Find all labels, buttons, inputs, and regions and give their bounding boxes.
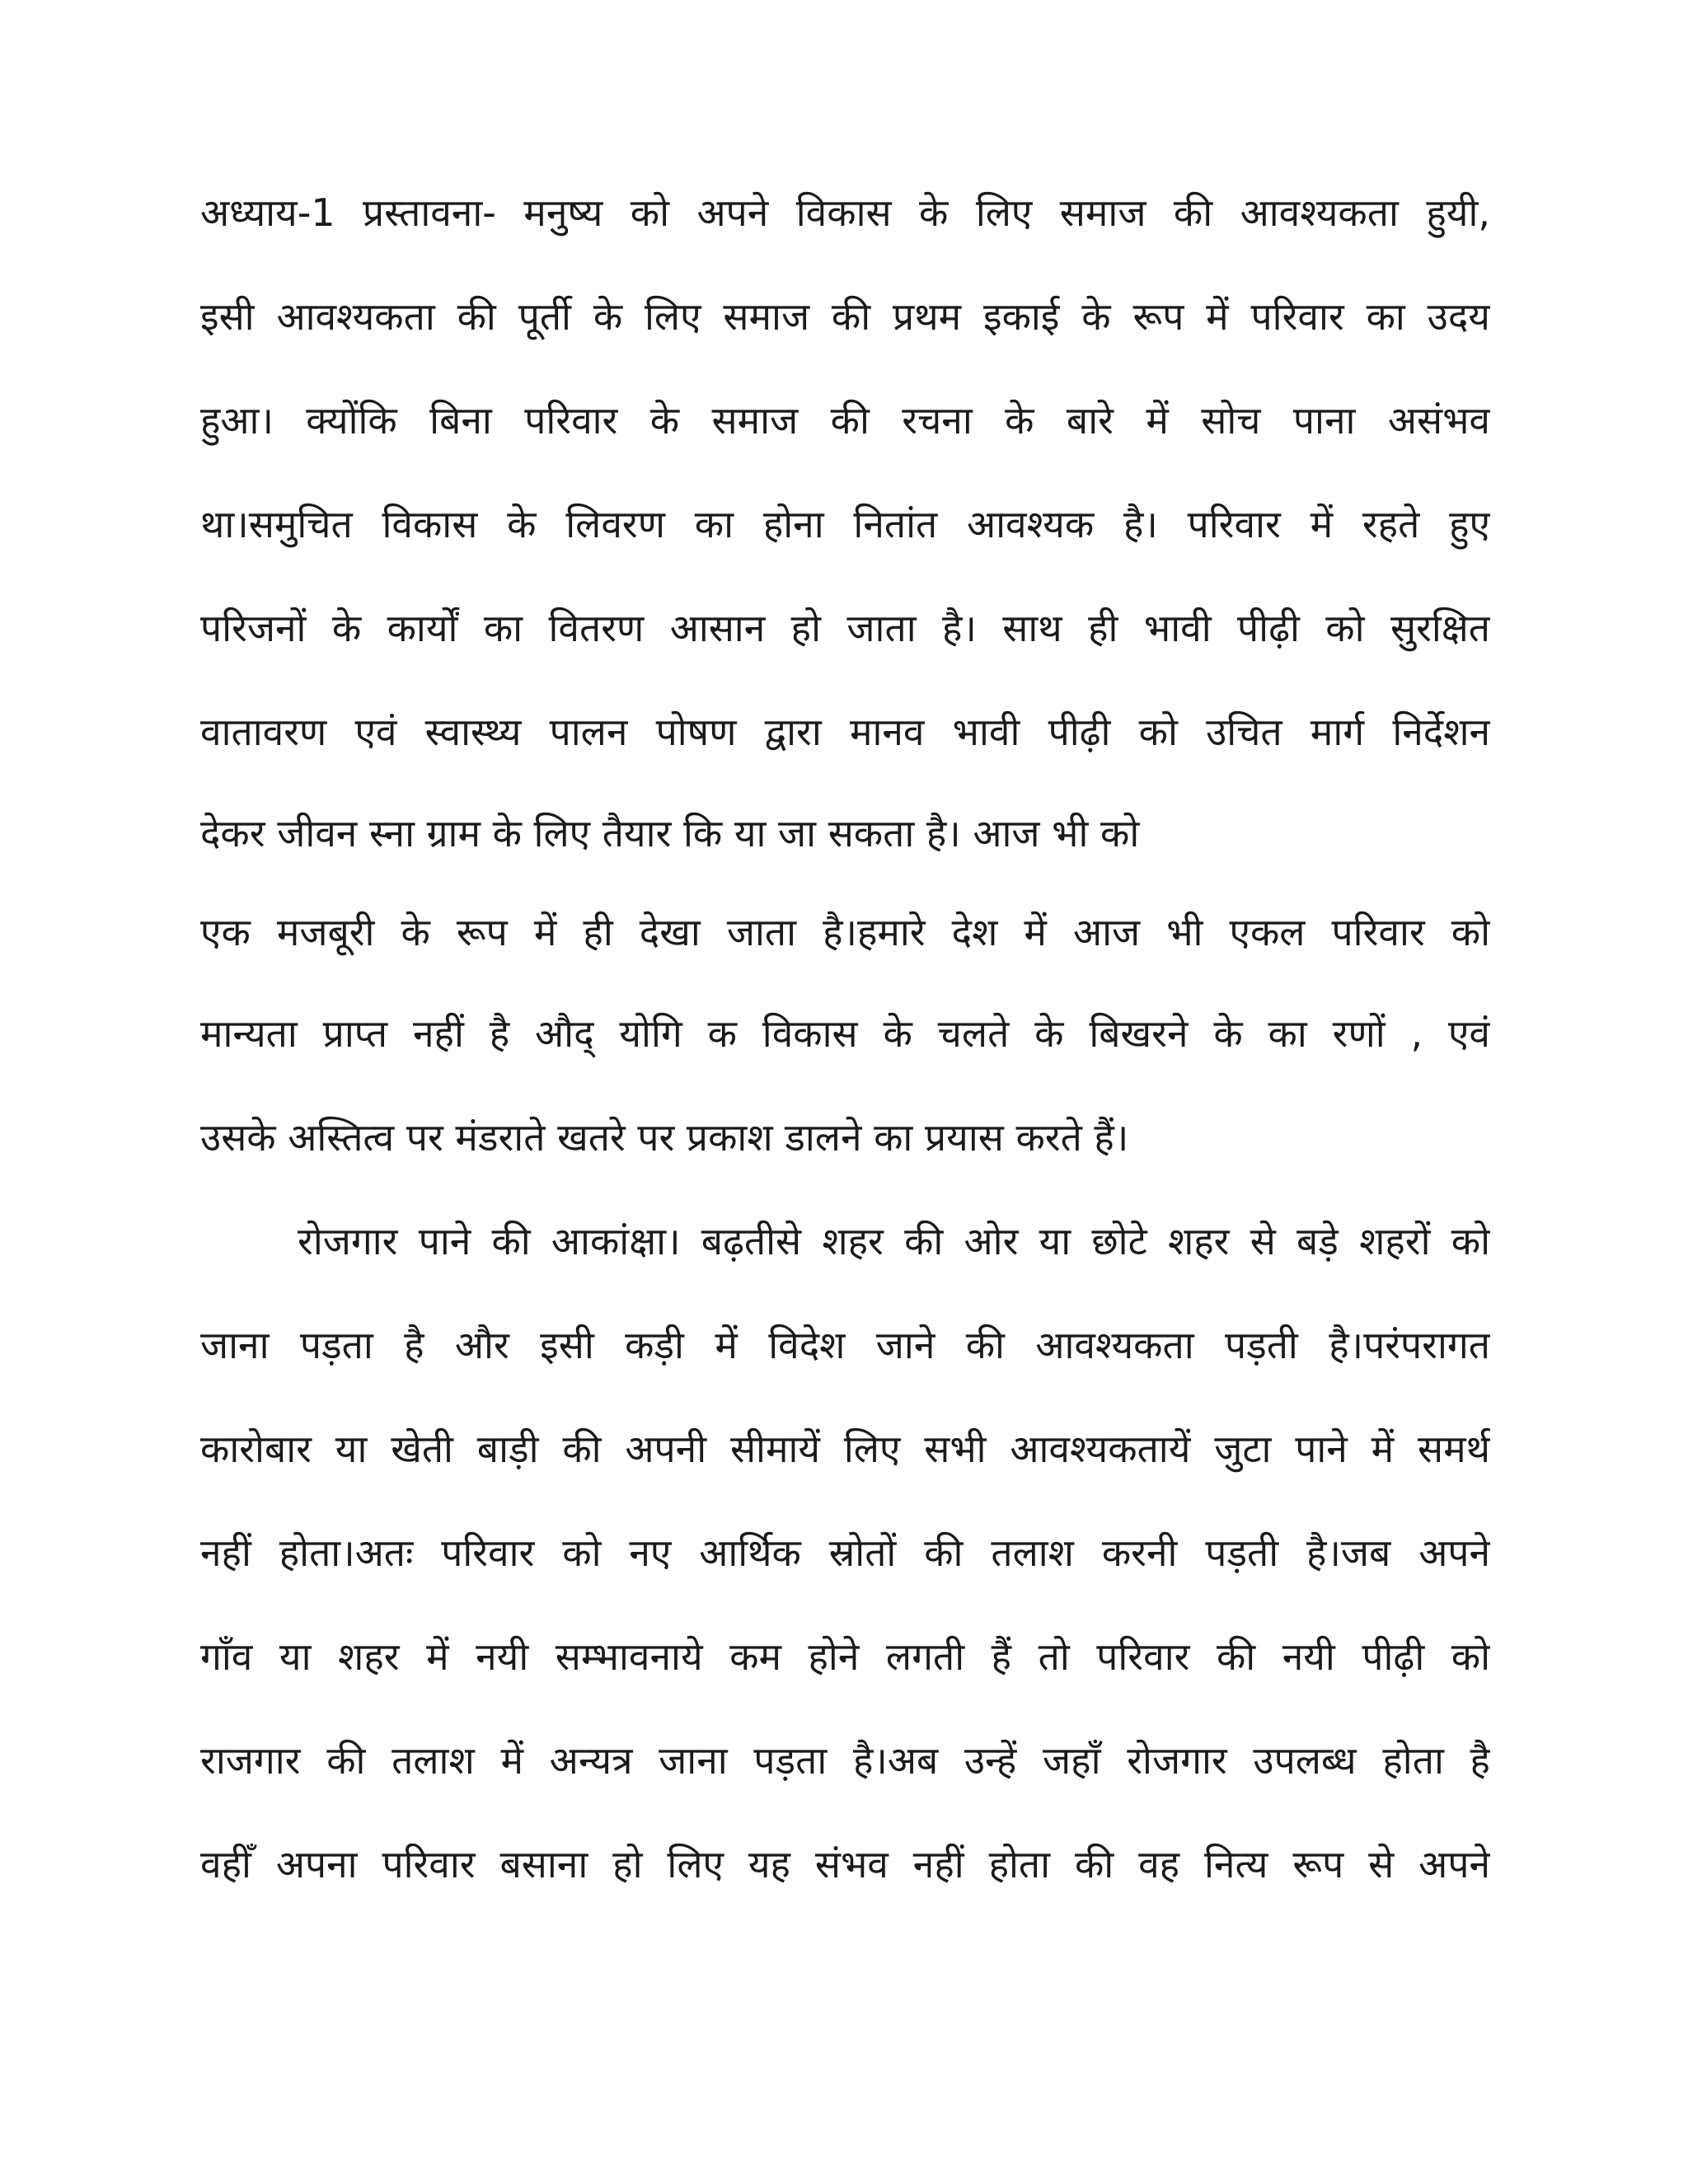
text-line-7: देकर जीवन स्ना ग्राम के लिए तैयार कि या जा सकता है। आज भी को — [200, 811, 1140, 855]
text-line-4: था।समुचित विकास के लिवरण का होना नितांत आवश्यक है। परिवार में रहते हुए — [200, 502, 1490, 546]
text-line-12: जाना पड़ता है और इसी कड़ी में विदेश जाने की आवश्यकता पड़ती है।परंपरागत — [200, 1323, 1490, 1367]
text-line-2: इसी आवश्यकता की पूर्ती के लिए समाज की प्रथम इकाई के रूप में परिवार का उदय — [200, 294, 1490, 339]
text-line-10: उसके अस्तित्व पर मंडराते खतरे पर प्रकाश डालने का प्रयास करते हैं। — [200, 1115, 1129, 1160]
text-line-16: राजगार की तलाश में अन्यत्र जाना पड़ता है।अब उन्हें जहाँ रोजगार उपलब्ध होता है — [200, 1738, 1490, 1783]
text-line-15: गाँव या शहर में नयी सम्भावनाये कम होने लगती हैं तो परिवार की नयी पीढ़ी को — [200, 1634, 1490, 1679]
text-line-3: हुआ। क्योंकि बिना परिवार के समाज की रचना के बारे में सोच पाना असंभव — [200, 398, 1490, 443]
text-line-14: नहीं होता।अतः परिवार को नए आर्थिक स्रोतों की तलाश करनी पड़ती है।जब अपने — [200, 1530, 1490, 1575]
text-line-6: वातावरण एवं स्वास्थ्य पालन पोषण द्वारा मानव भावी पीढ़ी को उचित मार्ग निर्देशन — [200, 710, 1490, 754]
text-line-13: कारोबार या खेती बाड़ी की अपनी सीमायें लिए सभी आवश्यकतायें जुटा पाने में समर्थ — [200, 1427, 1490, 1471]
text-line-5: परिजनों के कार्यों का वितरण आसान हो जाता है। साथ ही भावी पीढ़ी को सुरक्षित — [200, 606, 1490, 650]
text-line-11: रोजगार पाने की आकांक्षा। बढ़तीसे शहर की ओर या छोटे शहर से बड़े शहरों को — [298, 1219, 1490, 1263]
body-text — [200, 161, 1490, 1916]
text-line-9: मान्यता प्राप्त नहीं है औद् योगि क विकास के चलते के बिखरने के का रणों , एवं — [200, 1011, 1490, 1056]
text-line-1: अध्याय-1 प्रस्तावना- मनुष्य को अपने विकास के लिए समाज की आवश्यकता हुयी, — [200, 190, 1490, 235]
text-line-17: वहीँ अपना परिवार बसाना हो लिए यह संभव नहीं होता की वह नित्य रूप से अपने — [200, 1842, 1490, 1886]
text-line-8: एक मजबूरी के रूप में ही देखा जाता है।हमारे देश में आज भी एकल परिवार को — [200, 910, 1490, 954]
